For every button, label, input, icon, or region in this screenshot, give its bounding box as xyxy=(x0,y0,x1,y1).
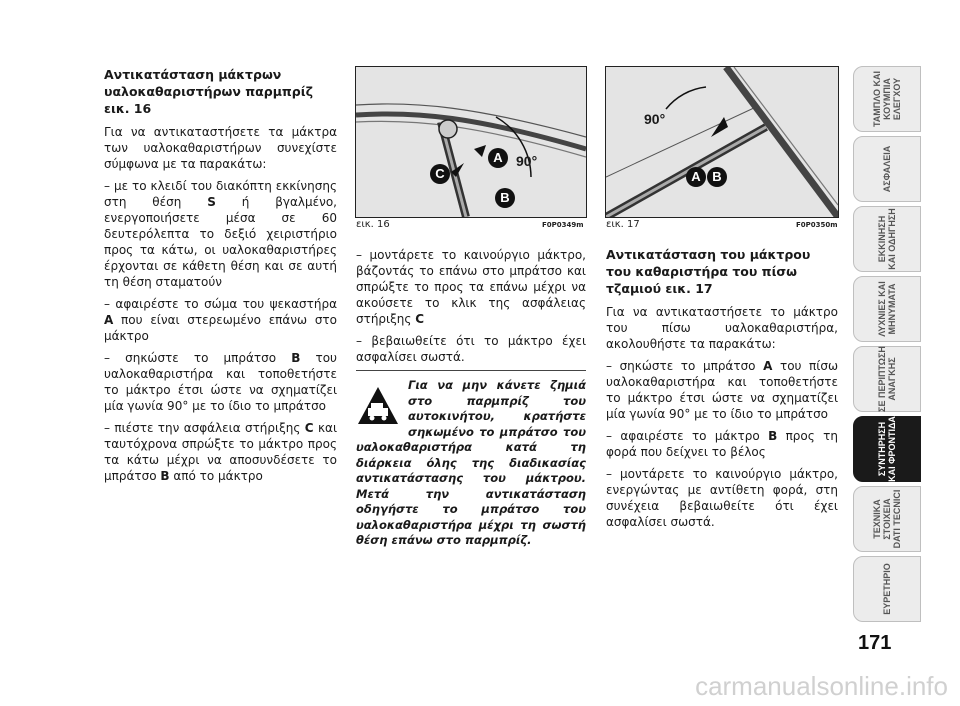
step-text: – σηκώστε το μπράτσο xyxy=(606,359,764,373)
warning-divider xyxy=(356,370,586,371)
figure-17-caption: εικ. 17 xyxy=(606,219,640,230)
tab-technical-data[interactable] xyxy=(853,486,921,552)
step-key: B xyxy=(768,429,778,443)
warning-triangle-icon xyxy=(356,384,400,428)
step-6: – βεβαιωθείτε ότι το μάκτρο έχει ασφαλίσει σωστά. xyxy=(356,334,586,364)
paragraph-intro: Για να αντικαταστήσετε τα μάκτρα των υαλοκαθαριστήρων συνεχίστε σύμφωνα με τα παρακάτω: xyxy=(104,125,337,171)
step-text: από το μάκτρο xyxy=(169,469,263,483)
angle-label: 90° xyxy=(644,111,666,127)
step-text: προς τη φορά που δείχνει το βέλος xyxy=(606,429,839,459)
tab-label: ΣΕ ΠΕΡΙΠΤΩΣΗ ΑΝΑΓΚΗΣ xyxy=(877,346,897,412)
step-1 xyxy=(104,178,337,290)
tab-emergency[interactable] xyxy=(853,346,921,412)
callout-b: B xyxy=(707,167,727,187)
warning-box xyxy=(356,378,586,549)
step-key: A xyxy=(104,313,114,327)
step-1 xyxy=(606,358,838,422)
tab-warning-lights[interactable] xyxy=(853,276,921,342)
rear-wiper-drawing xyxy=(606,67,838,217)
tab-label: ΤΑΜΠΛΟ ΚΑΙ ΚΟΥΜΠΙΑ ΕΛΕΓΧΟΥ xyxy=(872,70,902,128)
callout-c: C xyxy=(430,164,450,184)
step-key: C xyxy=(304,421,314,435)
step-text: – αφαιρέστε το σώμα του ψεκαστήρα xyxy=(104,297,337,311)
tab-label: ΛΥΧΝΙΕΣ ΚΑΙ ΜΗΝΥΜΑΤΑ xyxy=(877,281,897,337)
tab-dashboard-controls[interactable] xyxy=(853,66,921,132)
angle-label: 90° xyxy=(516,153,538,169)
warning-text: Για να μην κάνετε ζημιά στο παρμπρίζ του αυτοκινήτου, κρατήστε σηκωμένο το μπράτσο του υαλοκαθαριστήρα κατά τη διάρκεια όλης της διαδικασίας αντικατάστασης του μάκτρου. Μετά την αντικατάσταση οδηγήστε το μπράτσο του υαλοκαθαριστήρα μέχρι τη σωστή θέση επάνω στο παρμπρίζ. xyxy=(356,378,586,547)
step-text: ή βγαλμένο, ενεργοποιήσετε μέσα σε 60 δευτερόλεπτα το δεξιό χειριστήριο προς τα κάτω, οι υαλοκαθαριστήρες έρχονται σε κάθετη θέση και σε αυτή τη θέση σταματούν xyxy=(104,195,337,289)
page-number: 171 xyxy=(858,632,892,654)
watermark-text: carmanualsonline.info xyxy=(695,671,948,701)
figure-16-caption: εικ. 16 xyxy=(356,219,390,230)
figure-16-illustration xyxy=(355,66,587,218)
section-title-rear-wiper: Αντικατάσταση του μάκτρου του καθαριστήρα του πίσω τζαμιού εικ. 17 xyxy=(606,247,811,296)
step-4 xyxy=(104,420,337,484)
figure-17-illustration xyxy=(605,66,839,218)
step-3: – μοντάρετε το καινούργιο μάκτρο, ενεργώντας με αντίθετη φορά, στη συνέχεια βεβαιωθείτε ότι έχει ασφαλίσει σωστά. xyxy=(606,467,838,529)
tab-maintenance-care[interactable] xyxy=(853,416,921,482)
step-key: B xyxy=(291,351,301,365)
step-text: του υαλοκαθαριστήρα και τοποθετήστε το μάκτρο έτσι ώστε να σχηματίζει μία γωνία 90° με το ίδιο το μπράτσο xyxy=(104,351,337,413)
column-windscreen-wiper xyxy=(104,66,337,490)
tab-label: ΑΣΦΑΛΕΙΑ xyxy=(882,145,892,193)
callout-a: A xyxy=(488,148,508,168)
step-key: S xyxy=(207,195,216,209)
tab-label: ΕΥΡΕΤΗΡΙΟ xyxy=(882,563,892,615)
column-rear-wiper xyxy=(606,246,838,536)
callout-b: B xyxy=(495,188,515,208)
figure-16-code: F0P0349m xyxy=(542,221,584,229)
watermark xyxy=(0,672,960,706)
step-key: A xyxy=(763,359,773,373)
wiper-blade-drawing xyxy=(356,67,586,217)
step-text: – μοντάρετε το καινούργιο μάκτρο, βάζοντάς το επάνω στο μπράτσο και σπρώξτε το προς τα επάνω μέχρι να ακούσετε το κλικ της ασφάλειας στήριξης xyxy=(356,248,586,326)
callout-a: A xyxy=(686,167,706,187)
step-text: που είναι στερεωμένο επάνω στο μάκτρο xyxy=(104,313,337,343)
section-title-windscreen-wiper: Αντικατάσταση μάκτρων υαλοκαθαριστήρων παρμπρίζ εικ. 16 xyxy=(104,67,313,116)
step-text: του πίσω υαλοκαθαριστήρα και τοποθετήστε το μάκτρο έτσι ώστε να σχηματίζει μία γωνία 90° με το ίδιο το μπράτσο xyxy=(606,359,838,421)
step-text: και ταυτόχρονα σπρώξτε το μάκτρο προς τα κάτω μέχρι να αποσυνδέσετε το μπράτσο xyxy=(104,421,337,483)
tab-index[interactable] xyxy=(853,556,921,622)
step-text: – με το κλειδί του διακόπτη εκκίνησης στη θέση xyxy=(104,179,337,209)
step-text: – σηκώστε το μπράτσο xyxy=(104,351,292,365)
tab-starting-driving[interactable] xyxy=(853,206,921,272)
step-2 xyxy=(606,428,838,460)
column-continuation xyxy=(356,247,586,371)
step-text: – πιέστε την ασφάλεια στήριξης xyxy=(104,421,305,435)
step-text: – αφαιρέστε το μάκτρο xyxy=(606,429,769,443)
tab-label: ΤΕΧΝΙΚΑ ΣΤΟΙΧΕΙΑ DATI TECNICI xyxy=(872,489,902,549)
figure-17-code: F0P0350m xyxy=(796,221,838,229)
paragraph-intro: Για να αντικαταστήσετε το μάκτρο του πίσω υαλοκαθαριστήρα, ακολουθήστε τα παρακάτω: xyxy=(606,305,838,351)
step-3 xyxy=(104,350,337,414)
tab-label: ΕΚΚΙΝΗΣΗ ΚΑΙ ΟΔΗΓΗΣΗ xyxy=(877,208,897,270)
tab-safety[interactable] xyxy=(853,136,921,202)
step-2 xyxy=(104,296,337,344)
step-key: C xyxy=(415,312,425,326)
tab-label: ΣΥΝΤΗΡΗΣΗ ΚΑΙ ΦΡΟΝΤΙΔΑ xyxy=(877,416,897,482)
step-5 xyxy=(356,247,586,327)
step-key: B xyxy=(160,469,170,483)
